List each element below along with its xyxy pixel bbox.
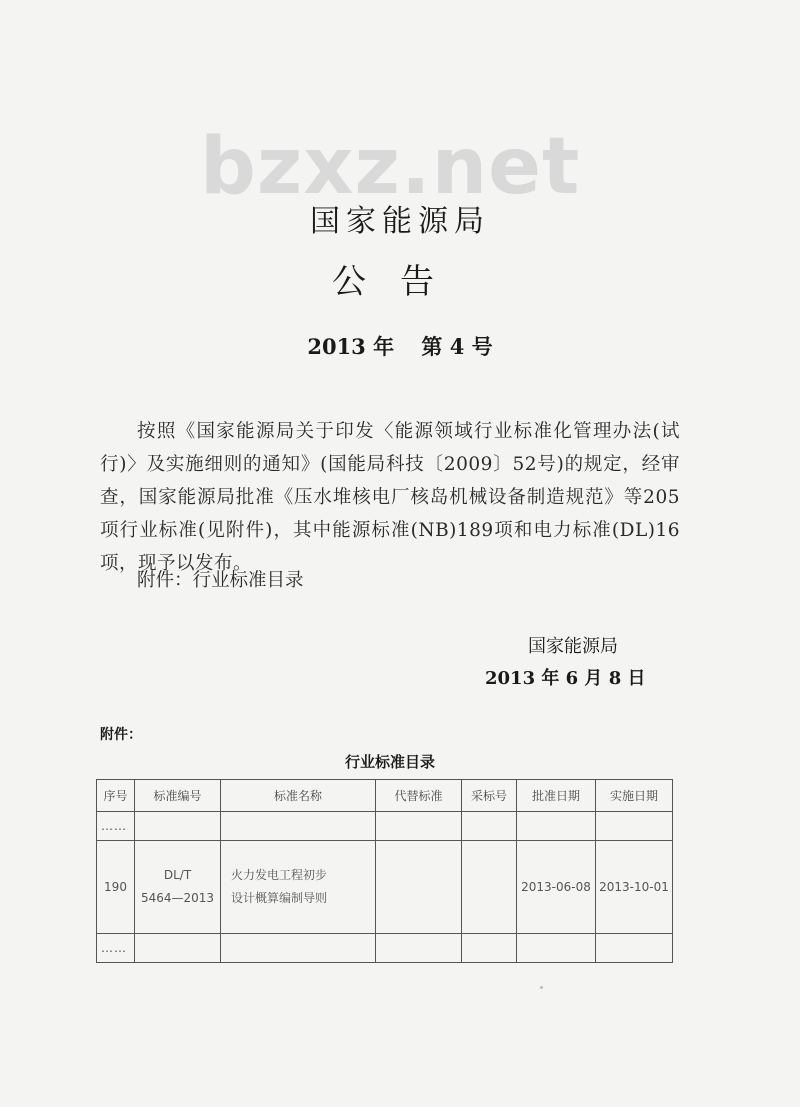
attachment-line: 附件：行业标准目录 [137,570,304,591]
cell-adopted [462,841,517,934]
header-name: 标准名称 [221,780,376,812]
cell-code-line1: DL/T [163,868,192,882]
header-seq: 序号 [97,780,135,812]
header-replaces: 代替标准 [376,780,462,812]
scan-speck [540,986,543,989]
cell-seq: 190 [97,841,135,934]
cell-name [221,841,376,934]
header-adopted: 采标号 [462,780,517,812]
document-number [0,331,800,361]
agency-title: 国家能源局 [310,204,490,239]
cell-replaces [376,841,462,934]
document-no: 第 4 号 [421,334,493,359]
standards-table [96,779,673,963]
watermark: bzxz.net [200,122,581,212]
ellipsis-cell: …… [97,812,135,841]
appendix-title: 行业标准目录 [344,753,435,771]
announcement-body [100,415,680,580]
appendix-label: 附件： [100,727,142,743]
cell-effective: 2013-10-01 [596,841,673,934]
cell-code [135,841,221,934]
document-type: 公告 [332,262,468,302]
document-year: 2013 年 [307,334,395,359]
table-row-ellipsis [97,812,673,841]
header-approved: 批准日期 [517,780,596,812]
header-code: 标准编号 [135,780,221,812]
cell-approved: 2013-06-08 [517,841,596,934]
signature-date: 2013 年 6 月 8 日 [485,668,646,689]
cell-name-line2: 设计概算编制导则 [231,891,328,905]
table-row-ellipsis [97,934,673,963]
announcement-paragraph: 按照《国家能源局关于印发〈能源领域行业标准化管理办法(试行)〉及实施细则的通知》(国能局科技〔2009〕52号)的规定，经审查，国家能源局批准《压水堆核电厂核岛机械设备制造规范》等205项行业标准(见附件)，其中能源标准(NB)189项和电力标准(DL)16项，现予以发布。 [100,421,680,574]
header-effective: 实施日期 [596,780,673,812]
signature-org: 国家能源局 [528,636,618,657]
table-header-row [97,780,673,812]
table-row [97,841,673,934]
cell-name-line1: 火力发电工程初步 [231,868,328,882]
ellipsis-cell: …… [97,934,135,963]
cell-code-line2: 5464—2013 [140,891,215,905]
